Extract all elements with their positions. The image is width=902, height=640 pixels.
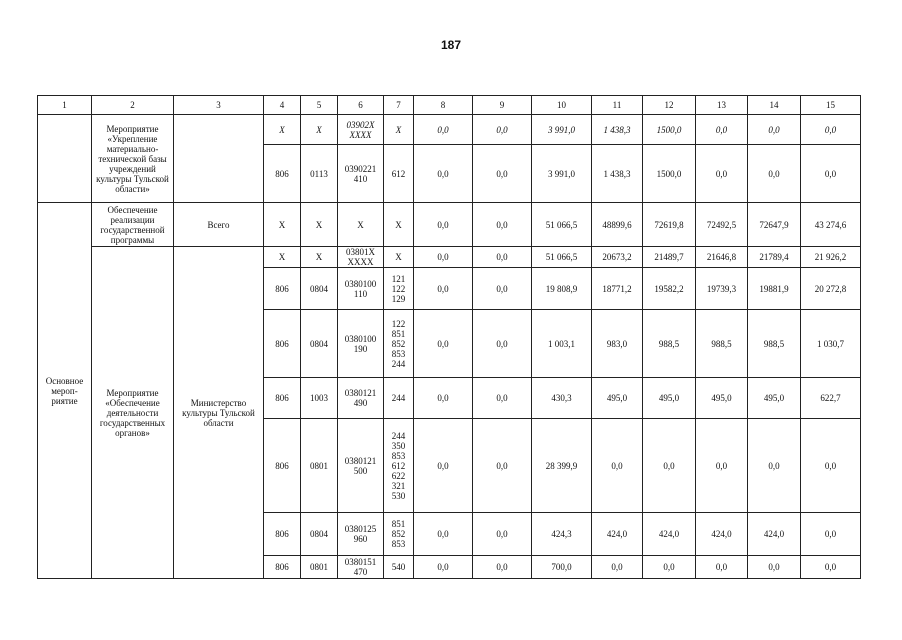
column-header: 2 bbox=[92, 96, 174, 115]
column-header: 5 bbox=[301, 96, 338, 115]
table-cell: 21646,8 bbox=[696, 247, 748, 268]
table-cell: 19881,9 bbox=[748, 268, 801, 310]
column-header: 6 bbox=[338, 96, 384, 115]
table-cell: 0,0 bbox=[414, 268, 473, 310]
table-cell: 0,0 bbox=[473, 203, 532, 247]
table-cell: 612 bbox=[384, 145, 414, 203]
table-cell: 0,0 bbox=[696, 419, 748, 513]
table-cell: Х bbox=[338, 203, 384, 247]
table-cell: 0,0 bbox=[473, 310, 532, 378]
table-cell: 28 399,9 bbox=[532, 419, 592, 513]
table-cell: 0801 bbox=[301, 556, 338, 579]
executor-cell: Всего bbox=[174, 203, 264, 247]
table-cell: 424,3 bbox=[532, 513, 592, 556]
table-cell: 0804 bbox=[301, 268, 338, 310]
table-cell: 622,7 bbox=[801, 378, 861, 419]
table-cell: Х bbox=[301, 203, 338, 247]
table-cell: 19739,3 bbox=[696, 268, 748, 310]
column-header: 8 bbox=[414, 96, 473, 115]
table-cell: 0390221 410 bbox=[338, 145, 384, 203]
table-cell: 988,5 bbox=[643, 310, 696, 378]
table-cell: 0,0 bbox=[643, 419, 696, 513]
table-cell: 0380100 190 bbox=[338, 310, 384, 378]
table-cell: 19582,2 bbox=[643, 268, 696, 310]
table-cell: 0,0 bbox=[696, 556, 748, 579]
table-row bbox=[38, 203, 861, 247]
table-cell: 244 350 853 612 622 321 530 bbox=[384, 419, 414, 513]
table-cell: 0,0 bbox=[748, 556, 801, 579]
table-cell: 21789,4 bbox=[748, 247, 801, 268]
table-cell: Х bbox=[384, 203, 414, 247]
column-header: 12 bbox=[643, 96, 696, 115]
event-name-cell: Мероприятие «Укрепление материально-технической базы учреждений культуры Тульской области» bbox=[92, 115, 174, 203]
table-cell: 430,3 bbox=[532, 378, 592, 419]
table-cell: 0,0 bbox=[473, 268, 532, 310]
table-cell: 0,0 bbox=[748, 115, 801, 145]
table-cell: 51 066,5 bbox=[532, 247, 592, 268]
table-cell: 0,0 bbox=[414, 310, 473, 378]
executor-cell: Министерство культуры Тульской области bbox=[174, 247, 264, 579]
table-cell: Х bbox=[264, 203, 301, 247]
table-cell: 1 438,3 bbox=[592, 115, 643, 145]
table-cell: 0,0 bbox=[414, 247, 473, 268]
table-cell: 806 bbox=[264, 556, 301, 579]
table-cell: 1 030,7 bbox=[801, 310, 861, 378]
table-cell: 0,0 bbox=[748, 419, 801, 513]
table-cell: 540 bbox=[384, 556, 414, 579]
table-cell: Х bbox=[384, 247, 414, 268]
table-cell: 0,0 bbox=[592, 556, 643, 579]
table-cell: 1003 bbox=[301, 378, 338, 419]
table-cell: 806 bbox=[264, 310, 301, 378]
table-cell: 0,0 bbox=[473, 378, 532, 419]
table-cell: 0,0 bbox=[473, 145, 532, 203]
table-cell: 0,0 bbox=[414, 115, 473, 145]
table-cell: 0,0 bbox=[473, 556, 532, 579]
table-cell: 806 bbox=[264, 513, 301, 556]
table-cell: 0,0 bbox=[801, 556, 861, 579]
table-cell: 806 bbox=[264, 378, 301, 419]
table-cell: 21489,7 bbox=[643, 247, 696, 268]
column-header: 7 bbox=[384, 96, 414, 115]
table-cell: 0380121 500 bbox=[338, 419, 384, 513]
table-cell: 0804 bbox=[301, 513, 338, 556]
table-cell: 03801Х ХХХХ bbox=[338, 247, 384, 268]
table-cell: Х bbox=[301, 115, 338, 145]
table-cell: 1 438,3 bbox=[592, 145, 643, 203]
column-header: 9 bbox=[473, 96, 532, 115]
table-cell: Х bbox=[384, 115, 414, 145]
table-cell: 983,0 bbox=[592, 310, 643, 378]
table-cell: Х bbox=[264, 247, 301, 268]
table-cell: 03902Х ХХХХ bbox=[338, 115, 384, 145]
table-cell: 0,0 bbox=[414, 556, 473, 579]
table-cell: 0,0 bbox=[473, 419, 532, 513]
table-cell: 122 851 852 853 244 bbox=[384, 310, 414, 378]
event-name-cell: Обеспечение реализации государственной программы bbox=[92, 203, 174, 247]
table-cell: 424,0 bbox=[592, 513, 643, 556]
table-cell: 806 bbox=[264, 268, 301, 310]
column-header: 13 bbox=[696, 96, 748, 115]
table-cell: 1500,0 bbox=[643, 115, 696, 145]
table-cell: 21 926,2 bbox=[801, 247, 861, 268]
budget-table bbox=[37, 95, 861, 579]
table-cell: 0,0 bbox=[801, 145, 861, 203]
table-cell: 0,0 bbox=[414, 145, 473, 203]
table-cell: 0380151 470 bbox=[338, 556, 384, 579]
table-cell: 806 bbox=[264, 145, 301, 203]
table-cell: 0804 bbox=[301, 310, 338, 378]
column-header: 3 bbox=[174, 96, 264, 115]
table-cell: 20 272,8 bbox=[801, 268, 861, 310]
table-cell: 0380121 490 bbox=[338, 378, 384, 419]
table-cell: 424,0 bbox=[748, 513, 801, 556]
table-cell: Х bbox=[264, 115, 301, 145]
table-cell: 0,0 bbox=[414, 203, 473, 247]
table-cell: 72619,8 bbox=[643, 203, 696, 247]
table-cell: 851 852 853 bbox=[384, 513, 414, 556]
table-cell: 495,0 bbox=[748, 378, 801, 419]
table-cell: 424,0 bbox=[643, 513, 696, 556]
column-header: 14 bbox=[748, 96, 801, 115]
table-cell: 72647,9 bbox=[748, 203, 801, 247]
table-cell: 424,0 bbox=[696, 513, 748, 556]
table-cell: 0,0 bbox=[801, 419, 861, 513]
table-cell: 0,0 bbox=[696, 115, 748, 145]
table-cell: 0,0 bbox=[473, 247, 532, 268]
table-cell: 18771,2 bbox=[592, 268, 643, 310]
table-cell: 0801 bbox=[301, 419, 338, 513]
column-header: 11 bbox=[592, 96, 643, 115]
table-cell: 988,5 bbox=[748, 310, 801, 378]
table-cell: 495,0 bbox=[643, 378, 696, 419]
event-name-cell: Мероприятие «Обеспечение деятельности государственных органов» bbox=[92, 247, 174, 579]
table-cell: 0,0 bbox=[801, 513, 861, 556]
table-cell: 3 991,0 bbox=[532, 115, 592, 145]
table-cell: 495,0 bbox=[592, 378, 643, 419]
table-cell: 0380100 110 bbox=[338, 268, 384, 310]
table-cell: 0,0 bbox=[748, 145, 801, 203]
table-cell: 72492,5 bbox=[696, 203, 748, 247]
table-cell: 48899,6 bbox=[592, 203, 643, 247]
event-type-cell: Основное мероп-риятие bbox=[38, 203, 92, 579]
table-cell: 1 003,1 bbox=[532, 310, 592, 378]
column-header: 4 bbox=[264, 96, 301, 115]
table-cell: 0,0 bbox=[414, 378, 473, 419]
table-cell: 0,0 bbox=[801, 115, 861, 145]
table-cell: 3 991,0 bbox=[532, 145, 592, 203]
table-cell: 1500,0 bbox=[643, 145, 696, 203]
table-cell: 43 274,6 bbox=[801, 203, 861, 247]
header-row bbox=[38, 96, 861, 115]
executor-cell bbox=[174, 115, 264, 203]
table-cell: 0,0 bbox=[414, 419, 473, 513]
table-cell: 806 bbox=[264, 419, 301, 513]
table-row bbox=[38, 115, 861, 145]
table-cell: 0,0 bbox=[473, 115, 532, 145]
column-header: 15 bbox=[801, 96, 861, 115]
page-number: 187 bbox=[440, 38, 462, 52]
table-cell: 988,5 bbox=[696, 310, 748, 378]
table-cell: 19 808,9 bbox=[532, 268, 592, 310]
table-row bbox=[38, 247, 861, 268]
column-header: 10 bbox=[532, 96, 592, 115]
table-cell: 51 066,5 bbox=[532, 203, 592, 247]
table-cell: 244 bbox=[384, 378, 414, 419]
table-cell: 121 122 129 bbox=[384, 268, 414, 310]
table-cell: 0380125 960 bbox=[338, 513, 384, 556]
table-cell: 20673,2 bbox=[592, 247, 643, 268]
table-cell: 495,0 bbox=[696, 378, 748, 419]
table-cell: 0,0 bbox=[592, 419, 643, 513]
table-cell: 0,0 bbox=[643, 556, 696, 579]
table-cell: 700,0 bbox=[532, 556, 592, 579]
table-cell: 0,0 bbox=[696, 145, 748, 203]
table-cell: 0,0 bbox=[414, 513, 473, 556]
table-cell: 0,0 bbox=[473, 513, 532, 556]
type-cell bbox=[38, 115, 92, 203]
column-header: 1 bbox=[38, 96, 92, 115]
table-cell: 0113 bbox=[301, 145, 338, 203]
table-cell: Х bbox=[301, 247, 338, 268]
